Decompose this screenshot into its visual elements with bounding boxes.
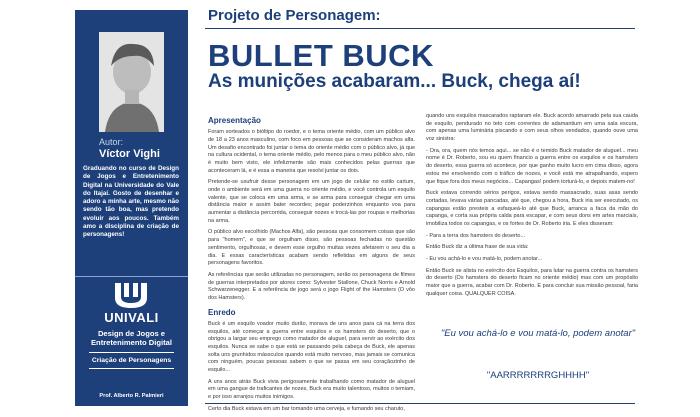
paragraph: - Ora, ora, quem nós temos aqui... se não é o temido Buck matador de aluguel... meu nome é Dr. Roberto, sou eu quem financio a guerra entre os esquilos e os hamsters do deserto, essa guerra só acontece, por que ganho muito lucro em cima disso, agora estou me envolvendo com o tráfico de nozes, e você está me atrapalhando, espero que fique fora dos meus negócios... Capangas! podem torturá-lo, e depois matem-no! (426, 147, 638, 185)
course-name: Design de Jogos e Entretenimento Digital (90, 329, 172, 348)
paragraph: A uns anos atrás Buck vivia perigosamente trabalhando como matador de aluguel em uma gangue de traficantes de nozes, Buck era muito talentoso, muitos o temiam, e por isso arranjou muitos inimigos. (208, 378, 415, 400)
author-bio: Graduando no curso de Design de Jogos e Entretenimento Digital na Universidade do Vale do Itajaí. Gosto de desenhar e adoro a minha arte, mesmo não sendo tão boa, mas pretendo evoluir aos poucos. Também amo a disciplina de criação de personagens! (83, 165, 179, 239)
left-text-column (208, 115, 415, 417)
paragraph: quando uns esquilos mascarados raptaram ele. Buck acordo amarrado pela sua cauda de esquilo, pendurado no teto com correntes de adamantium em uma sala escura, com apenas uma luminária piscando e com seus olhos vendados, quando ouve uma voz sinistra: (426, 113, 638, 143)
author-sidebar (75, 10, 188, 406)
section-heading-plot: Enredo (208, 307, 236, 317)
author-name: Víctor Vighi (99, 148, 160, 160)
right-text-column (426, 113, 638, 302)
paragraph: Então Buck se alista no exército dos Esquilos, para lutar na guerra contra os hamsters do deserto (Os hamsters do deserto ficam no oriente médio) mas com um propósito maior que a guerra, acabar com Dr. Roberto. E para concluir sua missão pessoal, faria qualquer coisa. QUALQUER COISA. (426, 267, 638, 297)
header-label: Projeto de Personagem: (208, 7, 381, 24)
author-photo-icon (99, 32, 164, 132)
pull-quote: "Eu vou achá-lo e vou matá-lo, podem anotar" (440, 328, 636, 339)
author-label: Autor: (99, 137, 124, 147)
project-name: Criação de Personagens (91, 357, 172, 364)
paragraph: Foram sorteados o bióltipo do roedor, e o tema oriente médio, com um público alvo de 18 a 23 anos masculino, com foco em pessoas que se consideram machos alfa. Um desafio encontrado foi juntar o tema do oriente médio com o público alvo, já que na cultura ocidental, o tema oriente médio, pelo menos para o meu público alvo, não é muito bem visto, ele infelizmente são mais conhecidos pelas guerras que aconteceram lá, e é essa a maneira que resolvi juntar os dois. (208, 129, 415, 174)
section-heading-presentation: Apresentação (208, 116, 261, 125)
header-rule (205, 28, 635, 29)
paragraph: - Para a terra dos hamsters do deserto... (426, 232, 526, 239)
paragraph: As referências que serão utilizadas no personagem, serão os personagens de filmes de guerras interpretados por atores como: Sylvester Stallone, Chuck Norris e Arnold Schwarzenegger. E a referência de jogo será o jogo Flight of the Hamsters (O vôo dos Hamsters). (208, 271, 415, 301)
paragraph: - Eu vou achá-lo e vou matá-lo, podem anotar... (426, 256, 543, 262)
footer-rule (205, 403, 635, 404)
sidebar-divider (75, 276, 188, 277)
pull-quote-scream: "AARRRRRRRGHHHH" (486, 370, 590, 381)
professor-name: Prof. Alberto R. Palmieri (99, 393, 164, 399)
page-title: BULLET BUCK (208, 38, 434, 73)
univali-logo-icon (111, 281, 151, 309)
paragraph: Então Buck diz a última frase de sua vida: (426, 244, 529, 251)
author-photo (99, 32, 164, 132)
paragraph: O público alvo escolhido (Machos Alfa), são pessoas que consomem coisas que são para "homem", e que se orgulham disso, são pessoas fechadas no questão sentimento, orgulhosas, e devem esse orgulho muitas vezes afetarem o seu dia a dia. E essas características acabam sendo refletidas em alguns de seus personagens favoritos. (208, 229, 415, 267)
sidebar-rule (89, 352, 174, 353)
paragraph: Buck estava correndo sérios perigos, estava sendo massacrado, suas asas sendo cortadas, levava várias pancadas, até que, chegou a hora, Buck iria ser executado, os capangas estão presteis a esfaqueá-lo até que Buck, arranca a faca da mão do capanga, e corta sua própria calda para escapar, e com seus dons em artes marciais, imobiliza todos os capangas, e os fortes de Dr. Roberto iria. E eles disseram: (426, 190, 638, 227)
sidebar-rule (89, 368, 174, 369)
paragraph: Certo dia Buck estava em um bar tomando uma cerveja, e fumando seu charuto, (208, 405, 405, 412)
paragraph: Buck é um esquilo voador muito durão, morava de uns anos para cá na terra dos esquilos, até começar a guerra entre esquilos e os hamsters do deserto, que o obrigou a largar seu emprego como matador de aluguel, para servir ao exército dos esquilos. Nunca se sabe o que está se passando pela cabeça de Buck, ele apenas solta uns grunhidos mássculos quando está muito nervoso, mas jamais se comunica com ninguém, poucas pessoas sabem o que se passa em seu coraçãozinho de esquilo... (208, 320, 415, 373)
univali-logo-text: UNIVALI (104, 310, 159, 325)
page-subtitle: As munições acabaram... Buck, chega aí! (208, 71, 581, 92)
paragraph: Pretende-se usufruir desse personagem em um jogo de celular no estilo cartum, onde o ambiente será em uma guerra no oriente médio, e você controla um esquilo valente, que se coloca em uma arma, e se arma para conseguir chegar em uma distância maior e assim bater recordes; pegar poderzinhos enquanto voa para aumentar a distância percorrida, conseguir nozes e trocá-las por roupas e melhorias na arma. (208, 179, 415, 224)
